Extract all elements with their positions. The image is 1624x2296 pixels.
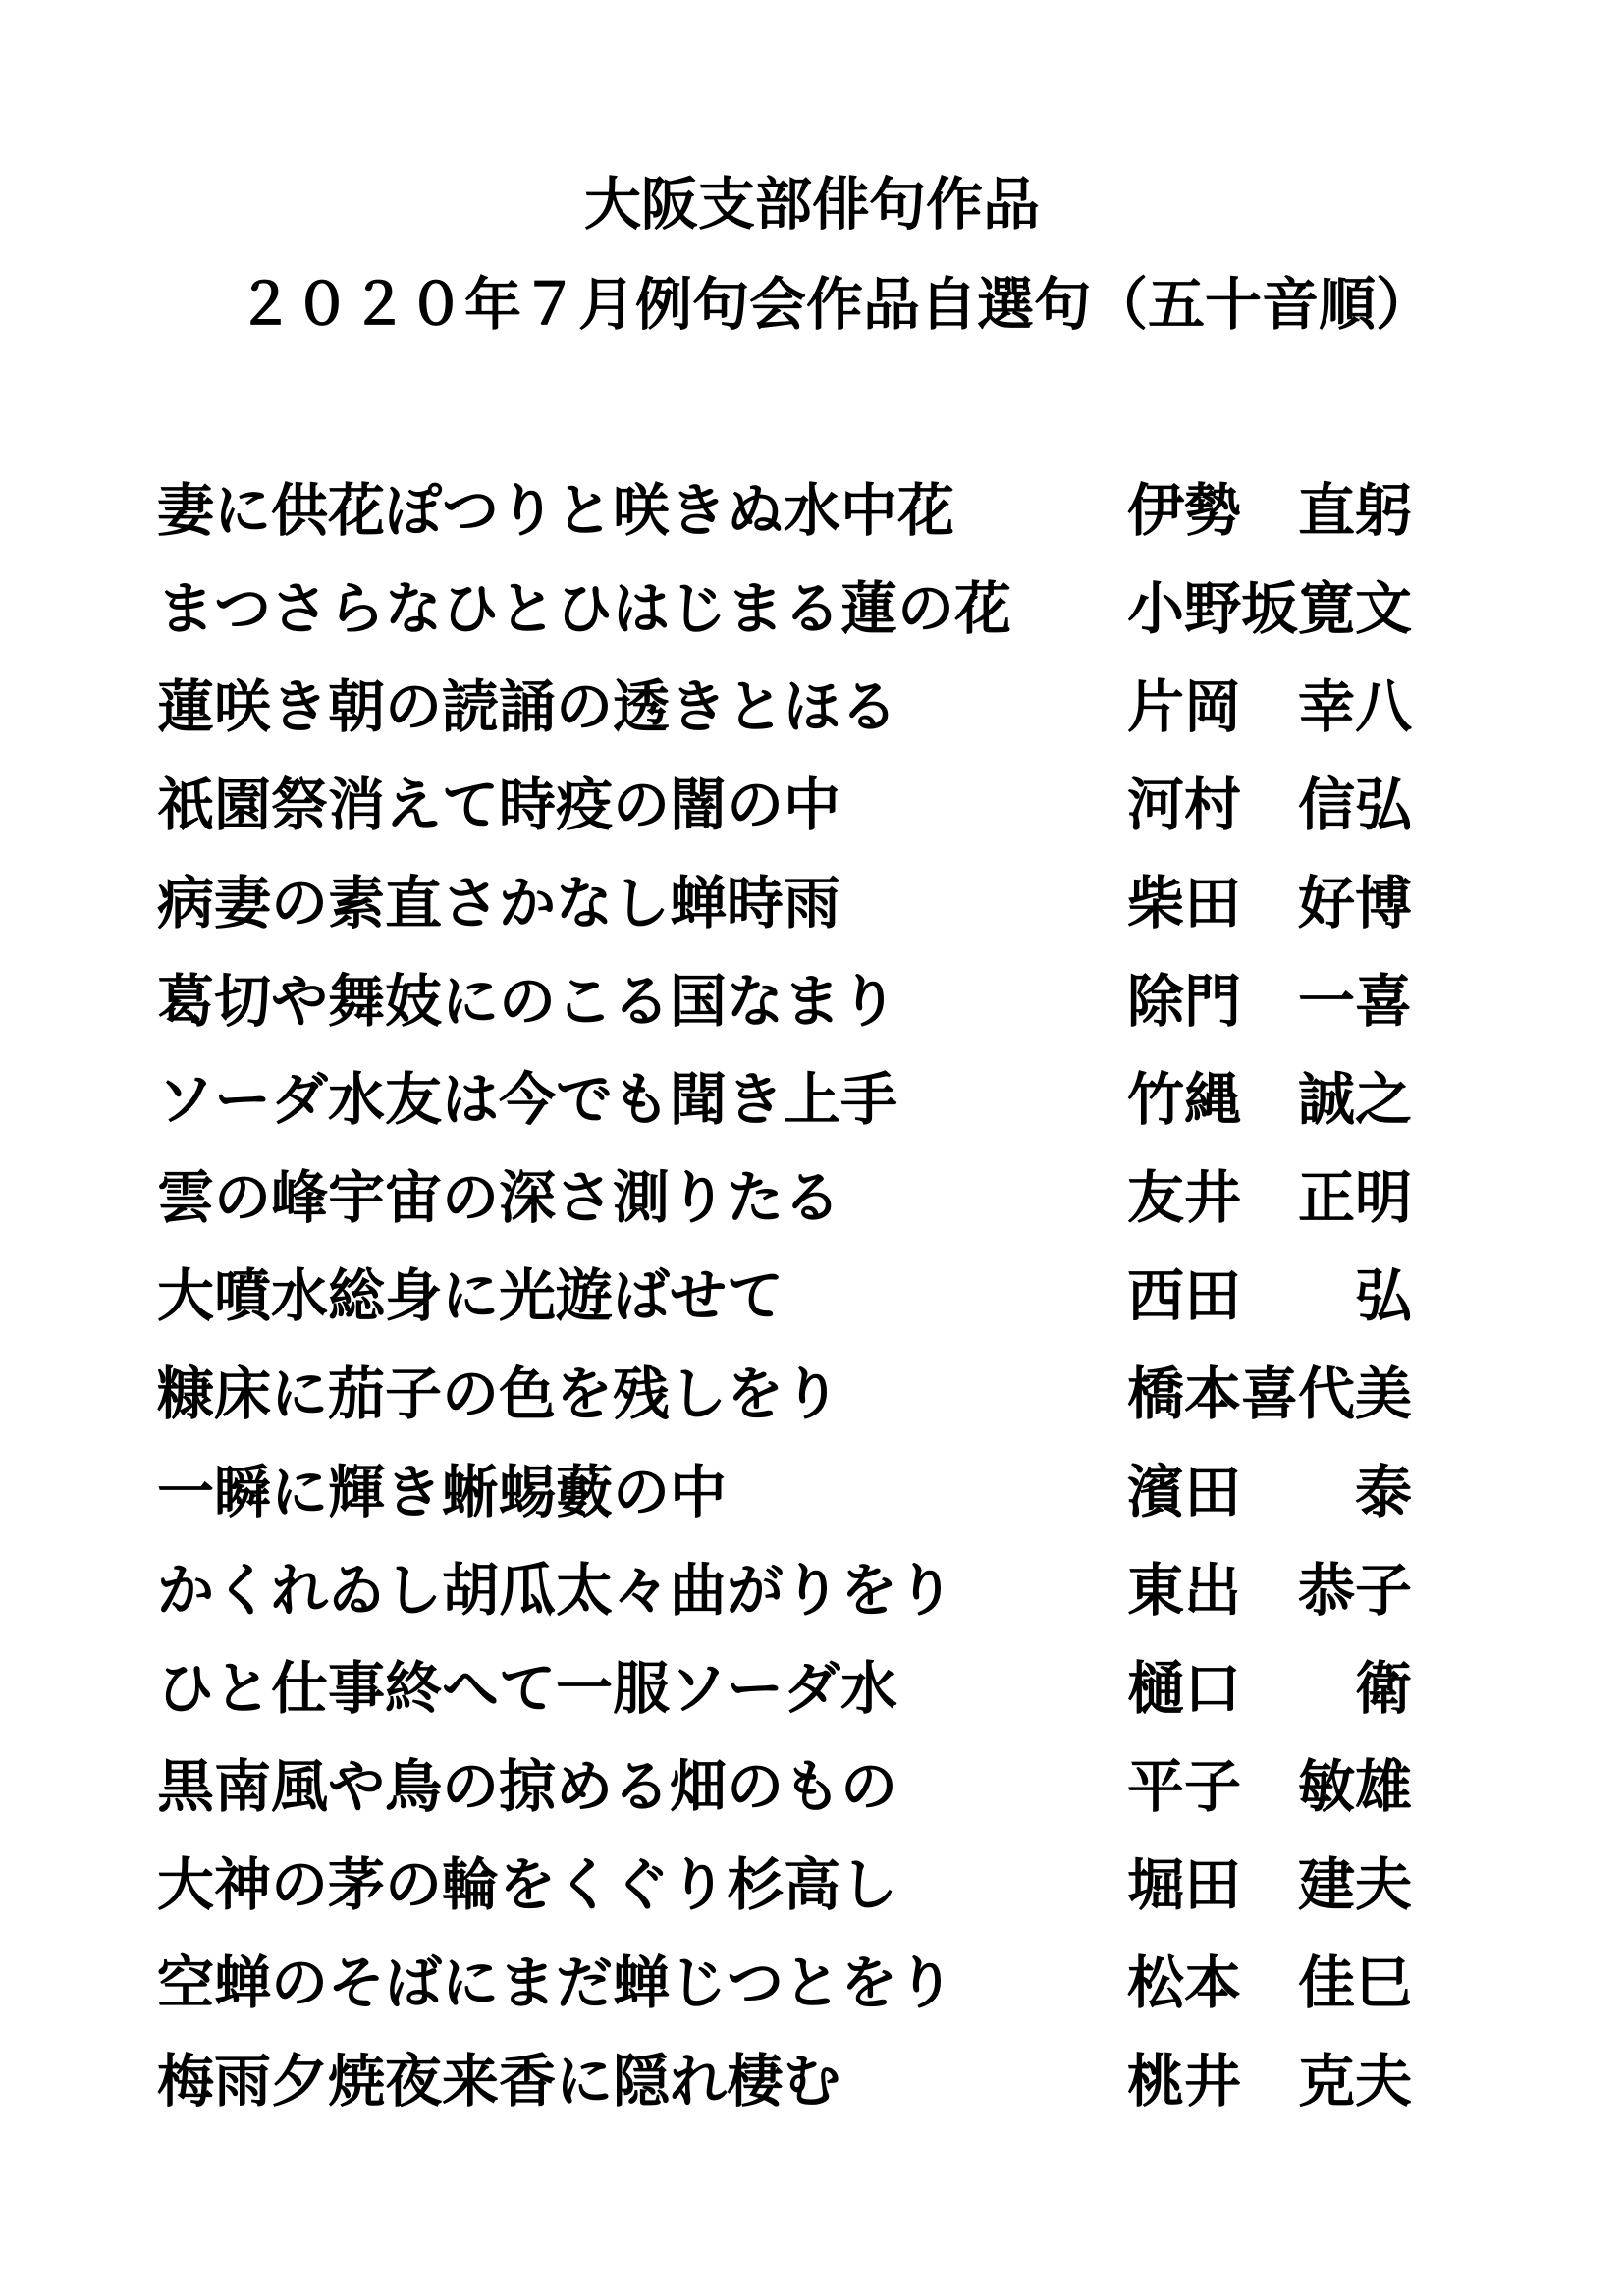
haiku-text: 祇園祭消えて時疫の闇の中 (157, 772, 841, 838)
author-name: 東出 恭子 (1127, 1557, 1413, 1624)
author-name: 堀田 建夫 (1127, 1851, 1413, 1918)
haiku-entry (157, 1737, 1453, 1836)
haiku-entry (157, 1050, 1453, 1148)
page-subtitle: ２０２０年７月例句会作品自選句（五十音順） (236, 271, 1433, 338)
author-name: 片岡 幸八 (1127, 673, 1413, 740)
author-name: 平子 敏雄 (1127, 1753, 1413, 1820)
page-title: 大阪支部俳句作品 (583, 171, 1040, 238)
author-name: 西田 弘 (1127, 1262, 1413, 1329)
haiku-text: 大噴水総身に光遊ばせて (157, 1262, 785, 1329)
haiku-text: 梅雨夕焼夜来香に隠れ棲む (157, 2048, 841, 2114)
haiku-text: 空蝉のそばにまだ蝉じつとをり (157, 1949, 955, 2016)
haiku-entry (157, 2032, 1453, 2130)
haiku-text: 糠床に茄子の色を残しをり (157, 1361, 841, 1427)
haiku-entry (157, 1345, 1453, 1443)
author-name: 樋口 衛 (1127, 1655, 1413, 1722)
haiku-entry (157, 1247, 1453, 1345)
haiku-entry (157, 1934, 1453, 2032)
haiku-text: 黒南風や鳥の掠める畑のもの (157, 1753, 898, 1820)
author-name: 友井 正明 (1127, 1164, 1413, 1231)
haiku-entry (157, 560, 1453, 658)
haiku-list (157, 461, 1453, 2130)
haiku-text: 葛切や舞妓にのこる国なまり (157, 968, 898, 1035)
author-name: 橋本喜代美 (1127, 1361, 1413, 1427)
author-name: 伊勢 直躬 (1127, 477, 1413, 544)
author-name: 河村 信弘 (1127, 772, 1413, 838)
haiku-entry (157, 854, 1453, 952)
haiku-entry (157, 1148, 1453, 1247)
haiku-entry (157, 1443, 1453, 1541)
haiku-entry (157, 1836, 1453, 1934)
haiku-text: ひと仕事終へて一服ソーダ水 (157, 1655, 898, 1722)
haiku-text: ソーダ水友は今でも聞き上手 (157, 1066, 898, 1133)
haiku-text: 蓮咲き朝の読誦の透きとほる (157, 673, 898, 740)
haiku-entry (157, 658, 1453, 756)
haiku-entry (157, 1541, 1453, 1639)
haiku-text: まつさらなひとひはじまる蓮の花 (157, 575, 1012, 642)
haiku-text: かくれゐし胡瓜太々曲がりをり (157, 1557, 955, 1624)
author-name: 小野坂寛文 (1127, 575, 1413, 642)
haiku-entry (157, 952, 1453, 1050)
author-name: 柴田 好博 (1127, 870, 1413, 936)
haiku-entry (157, 1639, 1453, 1737)
author-name: 桃井 克夫 (1127, 2048, 1413, 2114)
author-name: 除門 一喜 (1127, 968, 1413, 1035)
haiku-text: 一瞬に輝き蜥蜴藪の中 (157, 1459, 728, 1525)
haiku-text: 病妻の素直さかなし蝉時雨 (157, 870, 841, 936)
author-name: 松本 佳巳 (1127, 1949, 1413, 2016)
haiku-entry (157, 461, 1453, 560)
haiku-entry (157, 756, 1453, 854)
author-name: 竹縄 誠之 (1127, 1066, 1413, 1133)
haiku-text: 妻に供花ぽつりと咲きぬ水中花 (157, 477, 955, 544)
author-name: 濱田 泰 (1127, 1459, 1413, 1525)
haiku-text: 雲の峰宇宙の深さ測りたる (157, 1164, 841, 1231)
haiku-text: 大神の茅の輪をくぐり杉高し (157, 1851, 898, 1918)
